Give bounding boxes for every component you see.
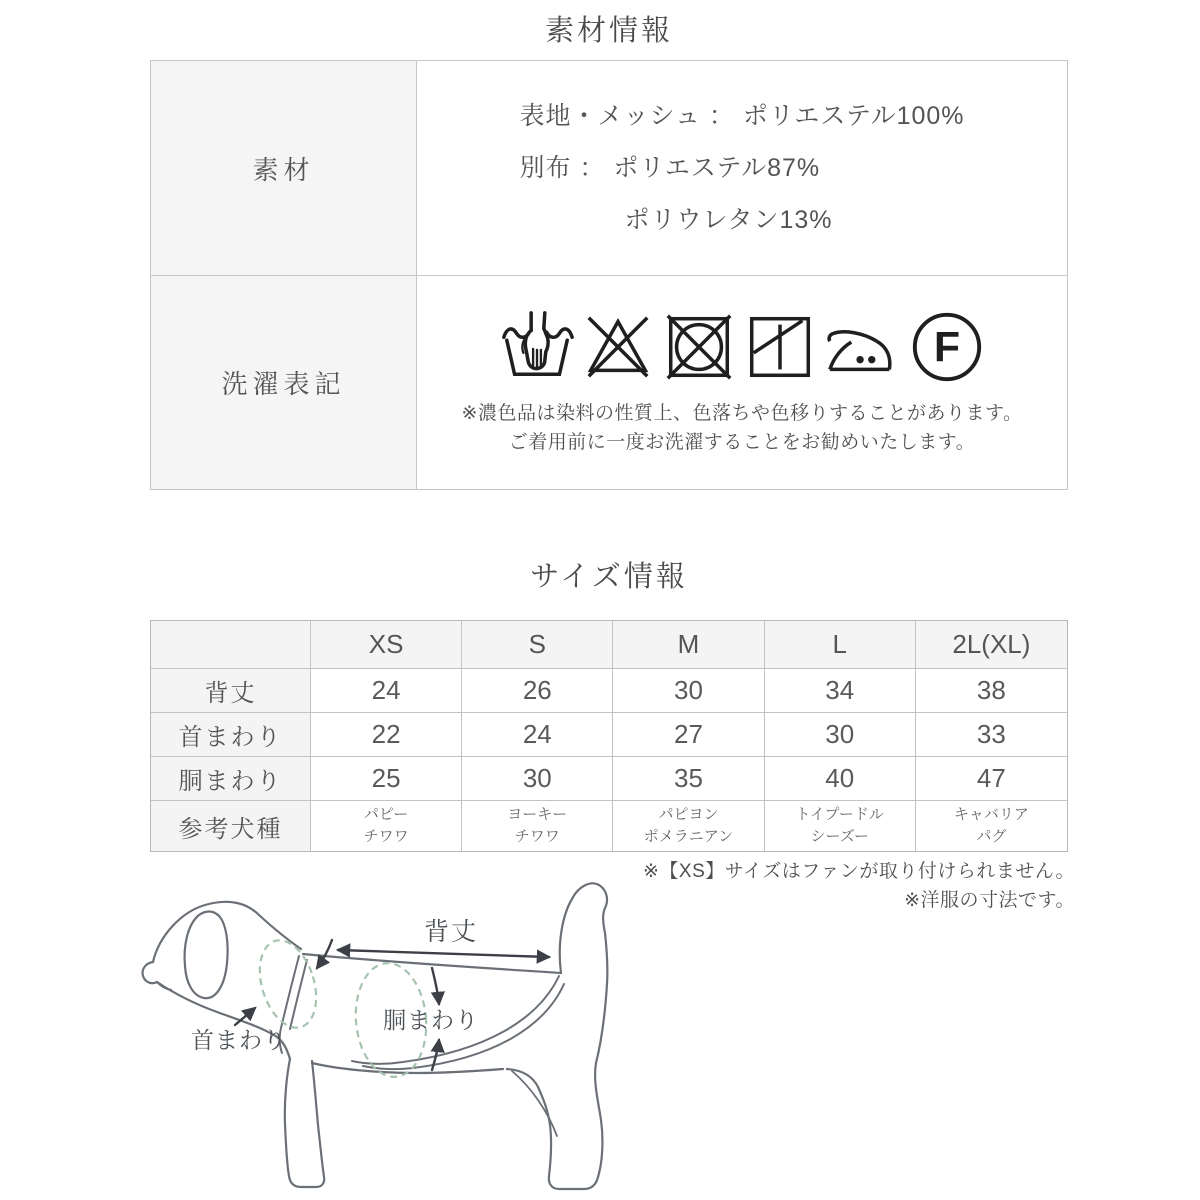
size-col-xs: XS (311, 621, 462, 669)
size-table (150, 620, 1068, 852)
girth-2l: 47 (916, 757, 1067, 801)
neck-xs: 22 (311, 713, 462, 757)
care-note-1: ※濃色品は染料の性質上、色落ちや色移りすることがあります。 (461, 402, 1023, 424)
neck-m: 27 (613, 713, 764, 757)
back-length-arrow (338, 950, 549, 957)
neck-measure-ellipse (250, 933, 326, 1034)
iron-two-dots-icon (823, 308, 903, 386)
girth-xs: 25 (311, 757, 462, 801)
breeds-2l: キャバリア パグ (916, 801, 1067, 851)
size-col-m: M (613, 621, 764, 669)
dog-measurement-diagram (95, 872, 715, 1200)
size-col-2l: 2L(XL) (916, 621, 1067, 669)
size-col-s: S (462, 621, 613, 669)
material-table (150, 60, 1068, 490)
back-length-s: 26 (462, 669, 613, 713)
do-not-tumble-dry-icon (661, 308, 737, 386)
do-not-bleach-icon (580, 308, 656, 386)
neck-s: 24 (462, 713, 613, 757)
shade-line-dry-icon (742, 308, 818, 386)
back-length-label: 背丈 (423, 918, 479, 946)
neck-arrow-top (317, 940, 332, 968)
breeds-l: トイプードル シーズー (765, 801, 916, 851)
size-note-2: ※洋服の寸法です。 (904, 890, 1075, 912)
size-note-1: ※【XS】サイズはファンが取り付けられません。 (642, 861, 1075, 882)
material-line-1: 表地・メッシュ ： ポリエステル100% (519, 102, 965, 130)
neck-label: 首まわり (191, 1027, 287, 1053)
girth-label: 胴まわり (383, 1007, 479, 1033)
care-content (417, 276, 1067, 489)
breeds-s: ヨーキー チワワ (462, 801, 613, 851)
dry-clean-f-icon (908, 308, 986, 386)
material-row (151, 61, 1067, 275)
back-length-2l: 38 (916, 669, 1067, 713)
girth-s: 30 (462, 757, 613, 801)
care-row (151, 275, 1067, 489)
back-length-m: 30 (613, 669, 764, 713)
hand-wash-icon (499, 308, 575, 386)
breeds-m: パピヨン ポメラニアン (613, 801, 764, 851)
row-label-girth: 胴まわり (151, 757, 311, 801)
material-section-title: 素材情報 (544, 15, 673, 47)
material-line-3: ポリウレタン13% (624, 206, 833, 234)
material-row-label: 素材 (151, 61, 417, 275)
svg-text:F: F (933, 323, 960, 372)
size-col-corner (151, 621, 311, 669)
girth-m: 35 (613, 757, 764, 801)
breeds-xs: パピー チワワ (311, 801, 462, 851)
girth-arrow-top (432, 968, 439, 1004)
back-length-xs: 24 (311, 669, 462, 713)
row-label-neck: 首まわり (151, 713, 311, 757)
row-label-back-length: 背丈 (151, 669, 311, 713)
care-note-2: ご着用前に一度お洗濯することをお勧めいたします。 (508, 432, 976, 453)
size-section-title: サイズ情報 (530, 561, 688, 593)
care-row-label: 洗濯表記 (151, 276, 417, 489)
laundry-care-icons (499, 308, 986, 386)
back-length-l: 34 (765, 669, 916, 713)
neck-2l: 33 (916, 713, 1067, 757)
material-composition (417, 61, 1067, 275)
size-col-l: L (765, 621, 916, 669)
neck-l: 30 (765, 713, 916, 757)
material-line-2: 別布 ： ポリエステル87% (519, 154, 821, 182)
row-label-breeds: 参考犬種 (151, 801, 311, 851)
girth-l: 40 (765, 757, 916, 801)
